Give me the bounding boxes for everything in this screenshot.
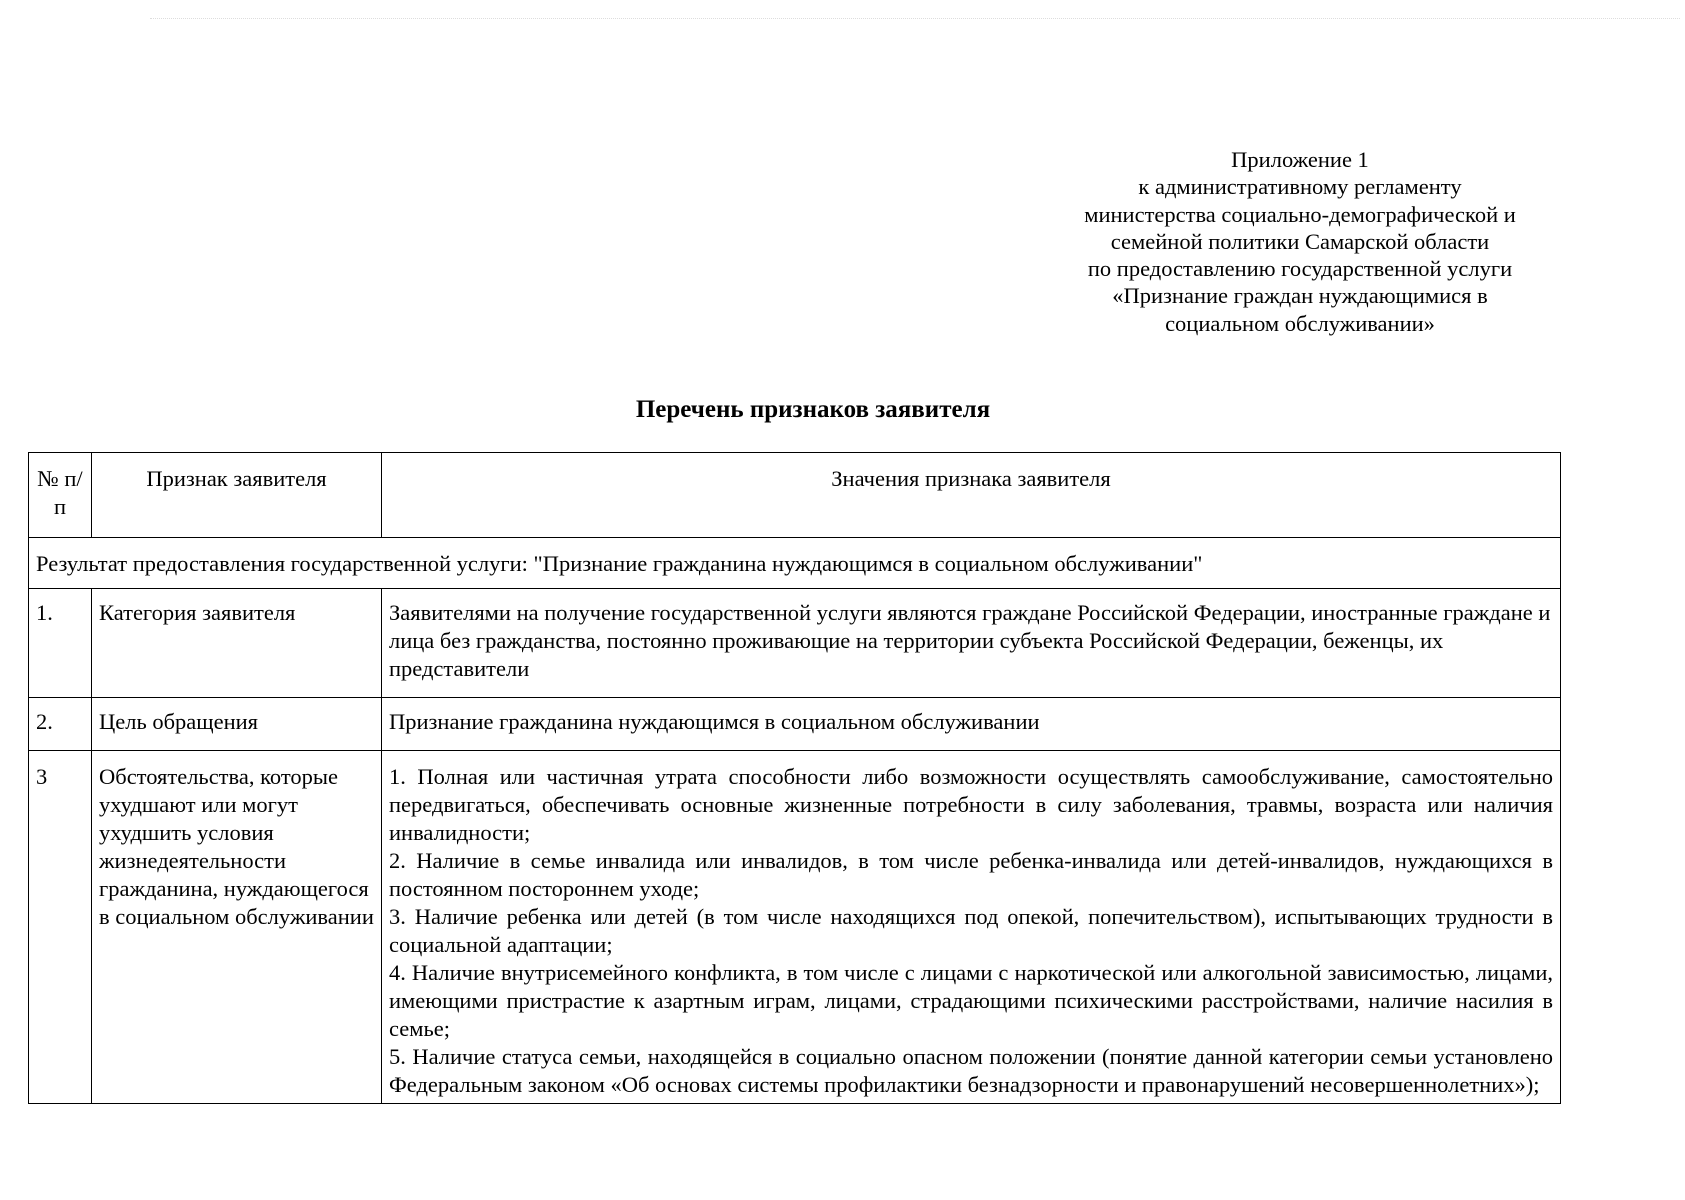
appendix-line: социальном обслуживании» bbox=[1165, 310, 1435, 336]
scan-artifact-line bbox=[150, 18, 1680, 20]
header-attribute: Признак заявителя bbox=[92, 453, 382, 538]
table-row bbox=[29, 589, 1561, 698]
circumstance-item: 1. Полная или частичная утрата способности либо возможности осуществлять самообслуживание, самостоятельно передвигаться, обеспечивать основные жизненные потребности в силу заболевания, травмы, возраста или наличия инвалидности; bbox=[389, 764, 1553, 845]
header-number: № п/п bbox=[29, 453, 92, 538]
result-cell: Результат предоставления государственной услуги: "Признание гражданина нуждающимся в социальном обслуживании" bbox=[29, 538, 1561, 589]
appendix-line: по предоставлению государственной услуги bbox=[1087, 256, 1513, 282]
row-attribute: Обстоятельства, которые ухудшают или могут ухудшить условия жизнедеятельности гражданина, нуждающегося в социальном обслуживании bbox=[92, 751, 382, 1104]
circumstance-item: 5. Наличие статуса семьи, находящейся в социально опасном положении (понятие данной категории семьи установлено Федеральным законом «Об основах системы профилактики безнадзорности и правонарушений несовершеннолетних»); bbox=[389, 1044, 1553, 1097]
row-number: 2. bbox=[29, 698, 92, 751]
applicant-attributes-table bbox=[28, 452, 1561, 1104]
appendix-header bbox=[1020, 146, 1580, 337]
appendix-line: к административному регламенту bbox=[1138, 174, 1462, 200]
table-header-row bbox=[29, 453, 1561, 538]
circumstance-item: 4. Наличие внутрисемейного конфликта, в том числе с лицами с наркотической или алкогольной зависимостью, лицами, имеющими пристрастие к азартным играм, лицами, страдающими психическими расстройствами, наличие насилия в семье; bbox=[389, 960, 1553, 1041]
row-attribute: Категория заявителя bbox=[92, 589, 382, 698]
appendix-line: министерства социально-демографической и bbox=[1084, 201, 1516, 227]
appendix-line: семейной политики Самарской области bbox=[1110, 228, 1490, 254]
row-value: Заявителями на получение государственной услуги являются граждане Российской Федерации, иностранные граждане и лица без гражданства, постоянно проживающие на территории субъекта Российской Федерации, беженцы, их представители bbox=[382, 589, 1561, 698]
row-value: Признание гражданина нуждающимся в социальном обслуживании bbox=[382, 698, 1561, 751]
header-values: Значения признака заявителя bbox=[382, 453, 1561, 538]
row-number: 3 bbox=[29, 751, 92, 1104]
circumstance-item: 2. Наличие в семье инвалида или инвалидов, в том числе ребенка-инвалида или детей-инвалидов, нуждающихся в постоянном постороннем уходе; bbox=[389, 848, 1553, 901]
table-row bbox=[29, 751, 1561, 1104]
table-row bbox=[29, 698, 1561, 751]
row-value-list bbox=[382, 751, 1561, 1104]
appendix-line: «Признание граждан нуждающимися в bbox=[1112, 283, 1488, 309]
row-number: 1. bbox=[29, 589, 92, 698]
circumstance-item: 3. Наличие ребенка или детей (в том числе находящихся под опекой, попечительством), испытывающих трудности в социальной адаптации; bbox=[389, 904, 1553, 957]
document-title: Перечень признаков заявителя bbox=[635, 396, 991, 423]
row-attribute: Цель обращения bbox=[92, 698, 382, 751]
result-row bbox=[29, 538, 1561, 589]
appendix-line: Приложение 1 bbox=[1231, 147, 1369, 172]
